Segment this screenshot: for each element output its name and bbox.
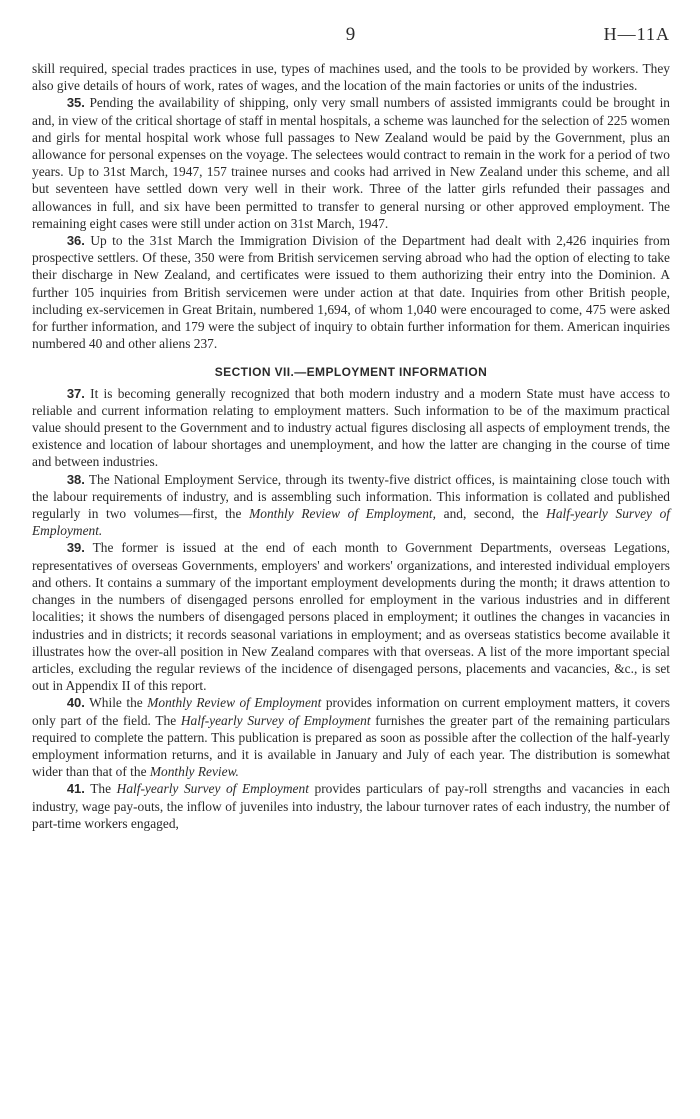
- paragraph-38: [32, 471, 670, 540]
- paragraph-text: It is becoming generally recognized that both modern industry and a modern State must have access to reliable and current information relating to employment matters. Such information to be of the maximum practical value should present to the Government and to industry actual figures disclosing all aspects of employment trends, the existence and location of labour shortages and unemployment, and how the latter are changing in the course of time and between industries.: [32, 385, 670, 470]
- paragraph-40: [32, 694, 670, 780]
- page-number: 9: [345, 24, 357, 45]
- paragraph-number: 39.: [66, 540, 85, 556]
- paragraph-text: furnishes the greater part of the remaining particulars required to complete the pattern. This publication is prepared as soon as possible after the collection of the half-yearly employment information returns, and it is available in January and July of each year. The distribution is somewhat wider than that of the: [32, 712, 671, 780]
- paragraph-37: [32, 385, 670, 471]
- section-heading: SECTION VII.—EMPLOYMENT INFORMATION: [214, 365, 488, 380]
- publication-title: Half-yearly Survey of Employment: [180, 712, 371, 728]
- publication-title: Monthly Review of Employment,: [249, 506, 437, 522]
- document-reference: H—11A: [603, 24, 670, 44]
- paragraph-text: provides information on current employment matters, it covers only part of the field. The: [32, 695, 670, 728]
- paragraph-text: While the: [84, 695, 148, 711]
- paragraph-number: 38.: [66, 471, 85, 487]
- paragraph-39: [32, 539, 670, 694]
- paragraph-number: 35.: [66, 95, 85, 111]
- paragraph-number: 41.: [66, 781, 85, 797]
- publication-title: Half-yearly Survey of Employment.: [32, 506, 671, 539]
- paragraph-35: [32, 94, 670, 232]
- paragraph-text: Up to the 31st March the Immigration Division of the Department had dealt with 2,426 inquiries from prospective settlers. Of these, 350 were from British servicemen serving abroad who had the option of electing to take their discharge in New Zealand, and certificates were issued to them authorizing their entry into the Dominion. A further 105 inquiries from British servicemen were under action at that date. Inquiries from other British people, including ex-servicemen in Great Britain, numbered 1,694, of whom 1,040 were encouraged to come, 475 were asked for further information, and 179 were the subject of inquiry to obtain further information for them. American inquiries numbered 40 and other aliens 237.: [32, 233, 670, 352]
- paragraph-text: The National Employment Service, through its twenty-five district offices, is maintaining close touch with the labour requirements of industry, and is assembling such information. This information is collated and published regularly in two volumes—first, the: [32, 471, 670, 522]
- paragraph-text: provides particulars of pay-roll strengths and vacancies in each industry, wage pay-outs, the inflow of juveniles into industry, the labour turnover rates of each industry, the number of part-time workers engaged,: [32, 781, 671, 831]
- paragraph-text: and, second, the: [436, 506, 547, 522]
- paragraph-text: Pending the availability of shipping, only very small numbers of assisted immigrants could be brought in and, in view of the critical shortage of staff in mental hospitals, a scheme was launched for the selection of 225 women and girls for mental hospital work whose full passages to New Zealand would be paid by the Government, plus an allowance for personal expenses on the voyage. The selectees would contract to remain in the work for a period of two years. Up to 31st March, 1947, 157 trainee nurses and cooks had arrived in New Zealand under this scheme, and all but seventeen have settled down very well in their work. Three of the latter girls refunded their passages and allowances in full, and six have been permitted to transfer to general nursing or other approved employment. The remaining eight cases were still under action on 31st March, 1947.: [32, 95, 670, 231]
- paragraph-number: 40.: [66, 695, 85, 711]
- paragraph-36: [32, 232, 670, 352]
- publication-title: Half-yearly Survey of Employment: [116, 781, 309, 797]
- publication-title: Monthly Review of Employment: [147, 695, 322, 711]
- paragraph-number: 36.: [66, 233, 85, 249]
- paragraph-number: 37.: [66, 385, 85, 401]
- paragraph-text: The: [84, 781, 117, 797]
- paragraph-continued: skill required, special trades practices in use, types of machines used, and the tools to be provided by workers. They also give details of hours of work, rates of wages, and the location of the main factories or units of the industries.: [32, 61, 670, 94]
- page-header: [32, 26, 670, 60]
- publication-title: Monthly Review.: [149, 764, 239, 780]
- paragraph-41: [32, 780, 670, 832]
- paragraph-text: The former is issued at the end of each month to Government Departments, overseas Legations, representatives of overseas Governments, employers' and workers' organizations, and interested individual employers and others. It contains a summary of the important employment developments during the month; it draws attention to changes in the numbers of disengaged persons enrolled for employment in the various industries and in different localities; it shows the numbers of disengaged persons placed in employment; it outlines the changes in vacancies in industries and in districts; it records seasonal variations in employment; and as overseas statistics become available it illustrates how the over-all position in New Zealand compares with that overseas. A list of the more important special articles, excluding the regular reviews of the incidence of disengaged persons, placements and vacancies, &c., is set out in Appendix II of this report.: [32, 540, 670, 694]
